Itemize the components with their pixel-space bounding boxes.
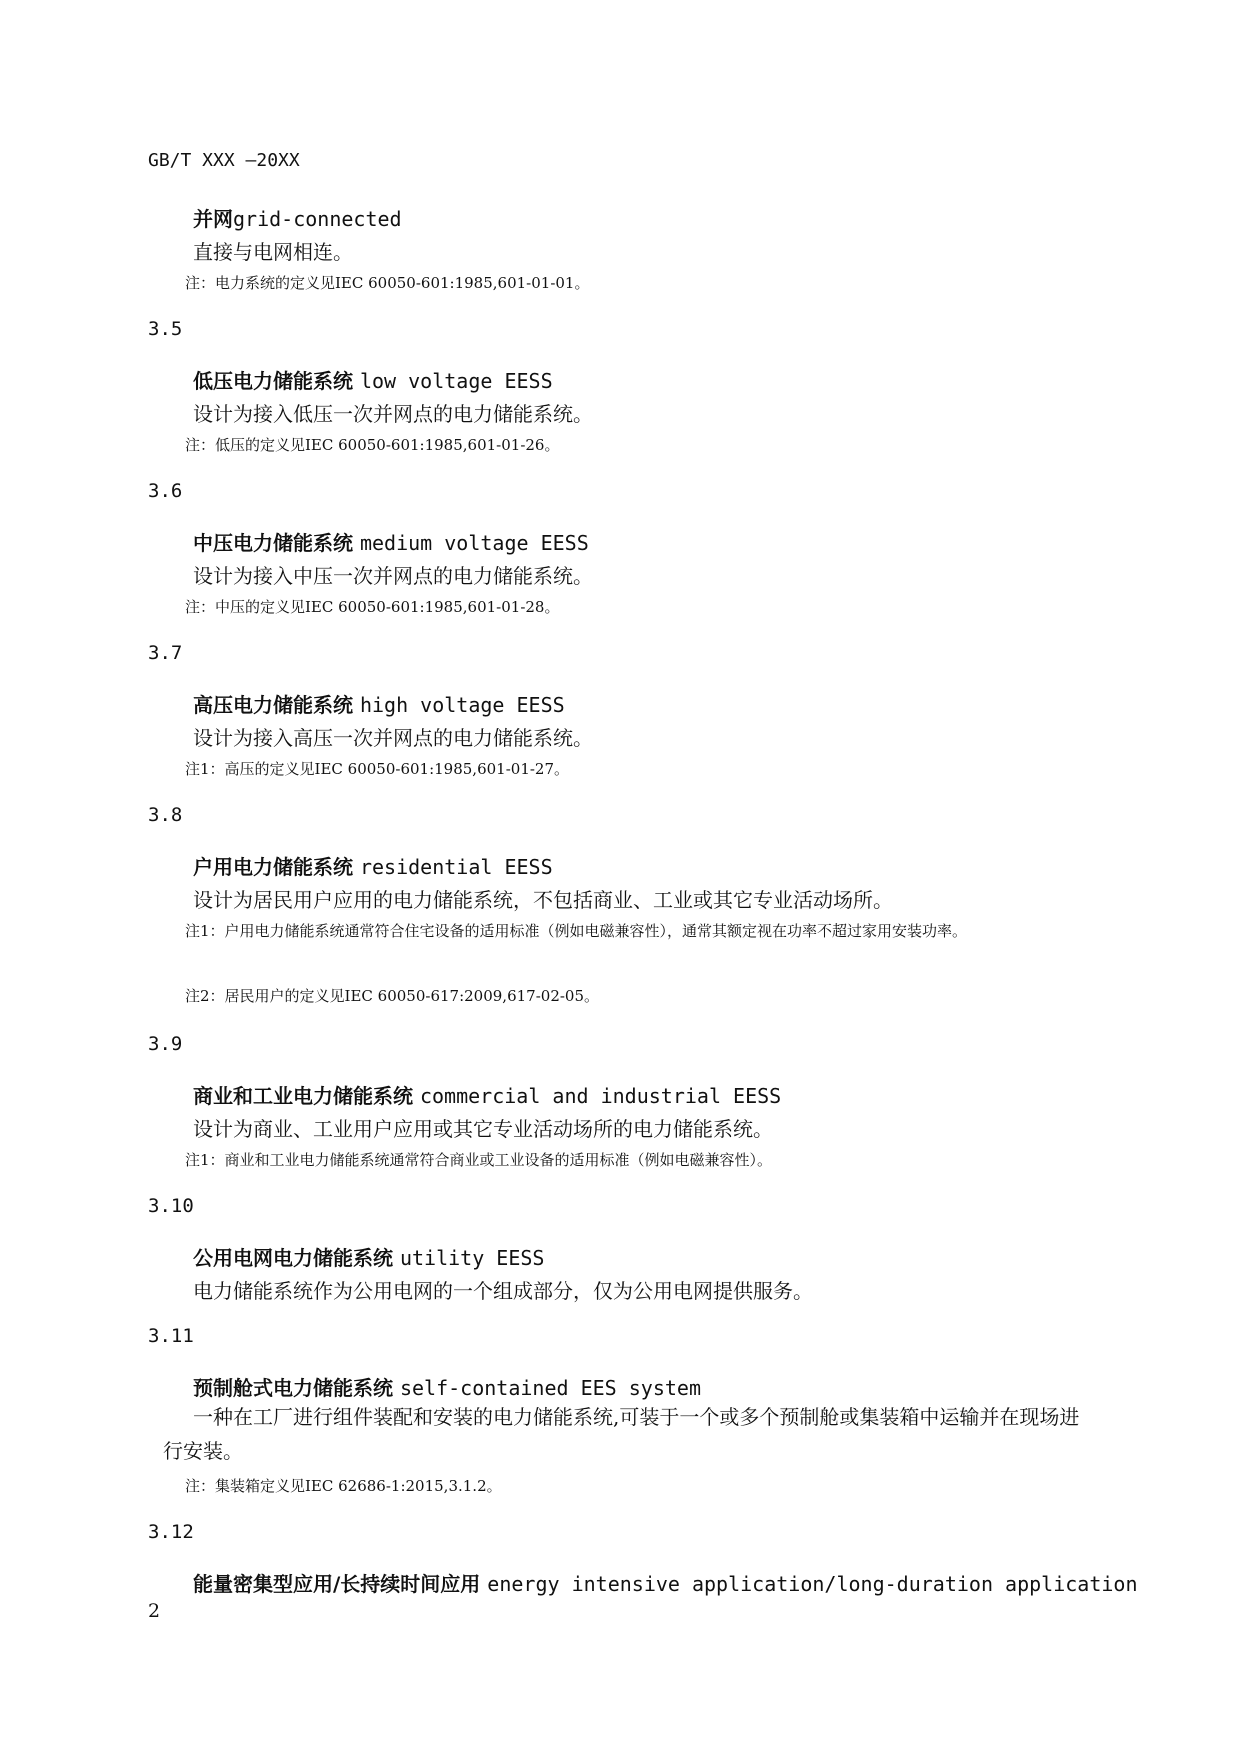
- term-en: grid-connected: [233, 207, 402, 231]
- term-note: 注：低压的定义见IEC 60050-601:1985,601-01-26。: [185, 436, 560, 454]
- term-en: residential EESS: [359, 855, 553, 879]
- term-en: energy intensive application/long-duration application: [487, 1572, 1138, 1596]
- term-title: [193, 365, 553, 394]
- term-zh: 并网: [193, 207, 233, 231]
- term-note: 注1：商业和工业电力储能系统通常符合商业或工业设备的适用标准（例如电磁兼容性）。: [185, 1151, 773, 1169]
- term-definition: 设计为接入低压一次并网点的电力储能系统。: [193, 402, 593, 426]
- section-number: 3.9: [148, 1033, 183, 1055]
- term-en: medium voltage EESS: [359, 531, 589, 555]
- page-number: 2: [148, 1600, 161, 1622]
- term-en: utility EESS: [399, 1246, 545, 1270]
- term-zh: 户用电力储能系统: [193, 855, 353, 879]
- term-definition: 设计为接入中压一次并网点的电力储能系统。: [193, 564, 593, 588]
- document-header: GB/T XXX —20XX: [148, 150, 300, 171]
- term-title: [193, 527, 589, 556]
- term-note: 注：中压的定义见IEC 60050-601:1985,601-01-28。: [185, 598, 560, 616]
- term-zh: 预制舱式电力储能系统: [193, 1376, 393, 1400]
- term-note: 注：集装箱定义见IEC 62686-1:2015,3.1.2。: [185, 1477, 502, 1495]
- term-zh: 高压电力储能系统: [193, 693, 353, 717]
- term-definition: 设计为居民用户应用的电力储能系统，不包括商业、工业或其它专业活动场所。: [193, 888, 893, 912]
- term-zh: 能量密集型应用/长持续时间应用: [193, 1572, 481, 1596]
- term-title: [193, 851, 553, 880]
- section-number: 3.5: [148, 318, 183, 340]
- term-definition: 设计为接入高压一次并网点的电力储能系统。: [193, 726, 593, 750]
- section-number: 3.10: [148, 1195, 194, 1217]
- term-note: 注2：居民用户的定义见IEC 60050-617:2009,617-02-05。: [185, 987, 600, 1005]
- term-definition: 设计为商业、工业用户应用或其它专业活动场所的电力储能系统。: [193, 1117, 773, 1141]
- section-number: 3.7: [148, 642, 183, 664]
- section-number: 3.11: [148, 1325, 194, 1347]
- term-definition: 直接与电网相连。: [193, 240, 353, 264]
- term-definition: 一种在工厂进行组件装配和安装的电力储能系统,可装于一个或多个预制舱或集装箱中运输并在现场进行安装。: [163, 1405, 1080, 1463]
- term-title: [193, 1242, 544, 1271]
- term-definition: 电力储能系统作为公用电网的一个组成部分，仅为公用电网提供服务。: [193, 1279, 813, 1303]
- term-title: [193, 1568, 1138, 1597]
- term-en: low voltage EESS: [359, 369, 553, 393]
- term-en: self-contained EES system: [399, 1376, 701, 1400]
- section-number: 3.8: [148, 804, 183, 826]
- term-title: [193, 203, 402, 232]
- term-title: [193, 1372, 701, 1401]
- term-en: commercial and industrial EESS: [419, 1084, 782, 1108]
- section-number: 3.12: [148, 1521, 194, 1543]
- term-title: [193, 1080, 781, 1109]
- section-number: 3.6: [148, 480, 183, 502]
- term-note: 注1：高压的定义见IEC 60050-601:1985,601-01-27。: [185, 760, 570, 778]
- term-zh: 低压电力储能系统: [193, 369, 353, 393]
- term-zh: 商业和工业电力储能系统: [193, 1084, 413, 1108]
- term-note: 注1：户用电力储能系统通常符合住宅设备的适用标准（例如电磁兼容性），通常其额定视在功率不超过家用安装功率。: [185, 922, 968, 940]
- term-zh: 公用电网电力储能系统: [193, 1246, 393, 1270]
- term-en: high voltage EESS: [359, 693, 565, 717]
- term-note: 注：电力系统的定义见IEC 60050-601:1985,601-01-01。: [185, 274, 590, 292]
- term-zh: 中压电力储能系统: [193, 531, 353, 555]
- term-title: [193, 689, 565, 718]
